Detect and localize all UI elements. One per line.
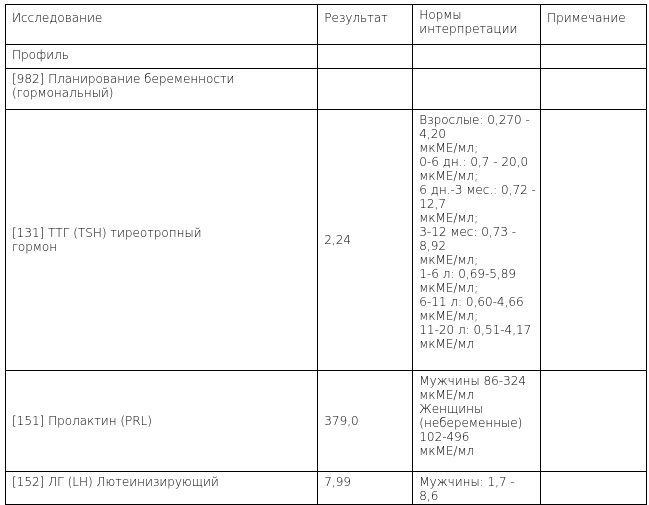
- profile-norms: [413, 45, 541, 69]
- table-row: [6, 69, 647, 110]
- lh-norms: Мужчины: 1,7 - 8,6: [413, 472, 541, 505]
- header-study: Исследование: [6, 5, 318, 45]
- prl-norms: Мужчины 86-324 мкМЕ/мл Женщины (небеременные) 102-496 мкМЕ/мл: [413, 371, 541, 472]
- header-note: Примечание: [541, 5, 647, 45]
- table-row: [6, 472, 647, 505]
- header-result: Результат: [318, 5, 413, 45]
- lh-note: [541, 472, 647, 505]
- prl-result: 379,0: [318, 371, 413, 472]
- lab-results-table: [5, 4, 647, 505]
- table-header-row: [6, 5, 647, 45]
- table-row: [6, 371, 647, 472]
- plan-note: [541, 69, 647, 110]
- tsh-result: 2,24: [318, 110, 413, 371]
- tsh-note: [541, 110, 647, 371]
- plan-result: [318, 69, 413, 110]
- lh-name: [152] ЛГ (LH) Лютеинизирующий: [6, 472, 318, 505]
- tsh-name: [131] ТТГ (TSH) тиреотропный гормон: [6, 110, 318, 371]
- tsh-norms: Взрослые: 0,270 - 4,20 мкМЕ/мл; 0-6 дн.: 0,7 - 20,0 мкМЕ/мл; 6 дн.-3 мес.: 0,72 - 12,7 мкМЕ/мл; 3-12 мес: 0,73 - 8,92 мкМЕ/мл; 1-6 л: 0,69-5,89 мкМЕ/мл; 6-11 л: 0,60-4,66 мкМЕ/мл; 11-20 л: 0,51-4,17 мкМЕ/мл: [413, 110, 541, 371]
- profile-name: Профиль: [6, 45, 318, 69]
- prl-name: [151] Пролактин (PRL): [6, 371, 318, 472]
- lh-result: 7,99: [318, 472, 413, 505]
- prl-note: [541, 371, 647, 472]
- table-row: [6, 110, 647, 371]
- table-row: [6, 45, 647, 69]
- plan-norms: [413, 69, 541, 110]
- header-norms: Нормы интерпретации: [413, 5, 541, 45]
- profile-result: [318, 45, 413, 69]
- profile-note: [541, 45, 647, 69]
- plan-name: [982] Планирование беременности (гормональный): [6, 69, 318, 110]
